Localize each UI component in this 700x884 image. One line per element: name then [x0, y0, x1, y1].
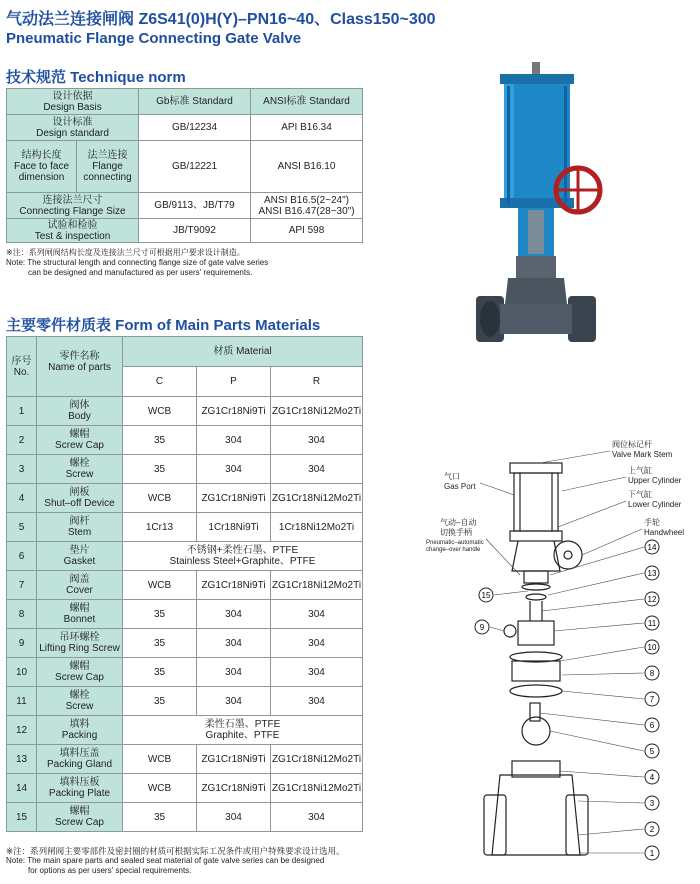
materials-table [6, 336, 363, 832]
callout-number: 14 [647, 543, 657, 552]
actuator-cylinder [500, 74, 574, 208]
table-row [7, 658, 363, 687]
row-number: 9 [7, 629, 37, 658]
row-number: 8 [7, 600, 37, 629]
material-r: 304 [271, 600, 363, 629]
callout-number: 1 [649, 849, 655, 858]
part-name: 螺栓 Screw [37, 455, 123, 484]
material-span: 柔性石墨、PTFE Graphite、PTFE [123, 716, 363, 745]
callout-number: 15 [481, 591, 491, 600]
cylinder-top [510, 463, 562, 473]
handwheel-label-en: Handwheel [644, 528, 685, 537]
material-p: 304 [197, 629, 271, 658]
callout-number: 4 [649, 773, 655, 782]
material-p: 304 [197, 600, 271, 629]
table-row [7, 513, 363, 542]
changeover-label-cn1: 气动–自动 [440, 518, 477, 527]
part-name: 螺栓 Screw [37, 687, 123, 716]
label-cell: 结构长度 Face to face dimension [7, 141, 77, 193]
table-row [7, 219, 363, 243]
valve-photo [470, 60, 610, 380]
table-row [7, 115, 363, 141]
part-name: 吊环螺栓 Lifting Ring Screw [37, 629, 123, 658]
value-cell: GB/12234 [139, 115, 251, 141]
part-name: 阀杆 Stem [37, 513, 123, 542]
valve-mark-stem-photo [532, 62, 540, 74]
material-p: ZG1Cr18Ni9Ti [197, 397, 271, 426]
label-cell: 设计标准 Design standard [7, 115, 139, 141]
materials-note: ※注：系列闸阀主要零部件及密封圈的材质可根据实际工况条件或用户特殊要求设计选用。 Note: The main spare parts and sealed seat material of gate valve series can be designed for options as per users' special requirements. [6, 846, 345, 875]
table-row [7, 629, 363, 658]
table-row [7, 455, 363, 484]
value-cell: ANSI B16.10 [251, 141, 363, 193]
material-r: 304 [271, 687, 363, 716]
gas-port-label-en: Gas Port [444, 482, 476, 491]
table-row [7, 571, 363, 600]
material-r: 304 [271, 803, 363, 832]
material-r: 304 [271, 629, 363, 658]
lower-cylinder-label-en: Lower Cylinder [628, 500, 682, 509]
material-c: WCB [123, 484, 197, 513]
material-p: 304 [197, 455, 271, 484]
table-row [7, 600, 363, 629]
gas-port-label-cn: 气口 [444, 472, 460, 481]
label-cell: 连接法兰尺寸 Connecting Flange Size [7, 193, 139, 219]
lower-cylinder-label-cn: 下气缸 [628, 490, 652, 499]
handwheel-label-cn: 手轮 [644, 518, 660, 527]
material-c: 35 [123, 658, 197, 687]
callout-number: 7 [649, 695, 655, 704]
row-number: 3 [7, 455, 37, 484]
material-c: 35 [123, 426, 197, 455]
material-c: WCB [123, 774, 197, 803]
table-row [7, 716, 363, 745]
material-c: WCB [123, 571, 197, 600]
no-header: 序号 No. [7, 337, 37, 397]
name-header: 零件名称 Name of parts [37, 337, 123, 397]
table-row [7, 774, 363, 803]
label-cell: 法兰连接 Flange connecting [77, 141, 139, 193]
table-row [7, 193, 363, 219]
material-p: 304 [197, 658, 271, 687]
material-c: 35 [123, 455, 197, 484]
callout-number: 8 [649, 669, 655, 678]
changeover-label-en2: change–over handle [426, 547, 481, 553]
value-cell: ANSI B16.5(2~24") ANSI B16.47(28~30") [251, 193, 363, 219]
row-number: 5 [7, 513, 37, 542]
row-number: 15 [7, 803, 37, 832]
material-r: ZG1Cr18Ni12Mo2Ti [271, 484, 363, 513]
row-number: 7 [7, 571, 37, 600]
callout-number: 5 [649, 747, 655, 756]
changeover-label-en1: Pneumatic–automatic [426, 540, 484, 546]
row-number: 14 [7, 774, 37, 803]
value-cell: GB/9113、JB/T79 [139, 193, 251, 219]
page-title-en: Pneumatic Flange Connecting Gate Valve [6, 30, 302, 47]
callout-number: 12 [647, 595, 657, 604]
row-number: 6 [7, 542, 37, 571]
material-p: ZG1Cr18Ni9Ti [197, 774, 271, 803]
row-number: 1 [7, 397, 37, 426]
col-p-header: P [197, 367, 271, 397]
table-row [7, 687, 363, 716]
material-r: 304 [271, 658, 363, 687]
material-c: 35 [123, 600, 197, 629]
body-drawing [492, 775, 580, 855]
material-p: 304 [197, 687, 271, 716]
part-name: 阀体 Body [37, 397, 123, 426]
material-p: ZG1Cr18Ni9Ti [197, 745, 271, 774]
row-number: 11 [7, 687, 37, 716]
material-c: 35 [123, 629, 197, 658]
material-c: 1Cr13 [123, 513, 197, 542]
material-header: 材质 Material [123, 337, 363, 367]
materials-heading: 主要零件材质表 Form of Main Parts Materials [6, 317, 321, 334]
value-cell: GB/12221 [139, 141, 251, 193]
gasket-drawing [510, 685, 562, 697]
callout-number: 3 [649, 799, 655, 808]
handwheel-drawing [554, 541, 582, 569]
material-r: 304 [271, 455, 363, 484]
material-r: 1Cr18Ni12Mo2Ti [271, 513, 363, 542]
callout-number: 2 [649, 825, 655, 834]
gb-header: Gb标准 Standard [139, 89, 251, 115]
part-name: 填料 Packing [37, 716, 123, 745]
upper-cylinder-label-cn: 上气缸 [628, 466, 652, 475]
valve-mark-stem-label-cn: 阀位标记杆 [612, 440, 652, 449]
material-p: ZG1Cr18Ni9Ti [197, 484, 271, 513]
material-r: ZG1Cr18Ni12Mo2Ti [271, 774, 363, 803]
technique-table [6, 88, 363, 243]
row-number: 10 [7, 658, 37, 687]
label-cell: 设计依据 Design Basis [7, 89, 139, 115]
material-c: WCB [123, 397, 197, 426]
material-p: 304 [197, 426, 271, 455]
part-name: 螺帽 Screw Cap [37, 803, 123, 832]
table-row [7, 484, 363, 513]
material-r: ZG1Cr18Ni12Mo2Ti [271, 571, 363, 600]
material-p: 1Cr18Ni9Ti [197, 513, 271, 542]
part-name: 垫片 Gasket [37, 542, 123, 571]
table-row [7, 426, 363, 455]
col-c-header: C [123, 367, 197, 397]
callout-number: 9 [479, 623, 485, 632]
row-number: 12 [7, 716, 37, 745]
part-name: 闸板 Shut–off Device [37, 484, 123, 513]
callout-number: 6 [649, 721, 655, 730]
material-c: 35 [123, 687, 197, 716]
handwheel-photo [556, 168, 600, 212]
page-title-cn: 气动法兰连接闸阀 Z6S41(0)H(Y)–PN16~40、Class150~300 [6, 11, 436, 28]
yoke-photo [518, 208, 554, 256]
value-cell: JB/T9092 [139, 219, 251, 243]
material-p: ZG1Cr18Ni9Ti [197, 571, 271, 600]
material-c: 35 [123, 803, 197, 832]
callout-number: 13 [647, 569, 657, 578]
part-name: 螺帽 Screw Cap [37, 426, 123, 455]
valve-body-photo [476, 256, 596, 342]
part-name: 阀盖 Cover [37, 571, 123, 600]
table-row [7, 141, 363, 193]
technique-note: ※注：系列闸阀结构长度及连接法兰尺寸可根据用户要求设计制造。 Note: The structural length and connecting flange size of gate valve series can be designed and manufactured as per users' requirements. [6, 248, 269, 277]
exploded-diagram [400, 435, 700, 880]
callout-number: 10 [647, 643, 657, 652]
material-r: ZG1Cr18Ni12Mo2Ti [271, 397, 363, 426]
row-number: 13 [7, 745, 37, 774]
value-cell: API 598 [251, 219, 363, 243]
material-p: 304 [197, 803, 271, 832]
row-number: 4 [7, 484, 37, 513]
table-row [7, 745, 363, 774]
table-row [7, 397, 363, 426]
row-number: 2 [7, 426, 37, 455]
valve-mark-stem-label-en: Valve Mark Stem [612, 450, 673, 459]
table-row [7, 542, 363, 571]
material-r: 304 [271, 426, 363, 455]
label-cell: 试验和检验 Test & inspection [7, 219, 139, 243]
table-row [7, 89, 363, 115]
ansi-header: ANSI标准 Standard [251, 89, 363, 115]
table-header-row [7, 337, 363, 367]
col-r-header: R [271, 367, 363, 397]
upper-cylinder-label-en: Upper Cylinder [628, 476, 682, 485]
value-cell: API B16.34 [251, 115, 363, 141]
callout-number: 11 [647, 619, 657, 628]
part-name: 螺帽 Screw Cap [37, 658, 123, 687]
packing-gland-drawing [518, 621, 554, 645]
table-row [7, 803, 363, 832]
material-r: ZG1Cr18Ni12Mo2Ti [271, 745, 363, 774]
material-span: 不锈钢+柔性石墨、PTFE Stainless Steel+Graphite、PTFE [123, 542, 363, 571]
technique-heading: 技术规范 Technique norm [6, 69, 186, 86]
part-name: 螺帽 Bonnet [37, 600, 123, 629]
changeover-label-cn2: 切换手柄 [440, 528, 472, 537]
part-name: 填料压盖 Packing Gland [37, 745, 123, 774]
part-name: 填料压板 Packing Plate [37, 774, 123, 803]
material-c: WCB [123, 745, 197, 774]
